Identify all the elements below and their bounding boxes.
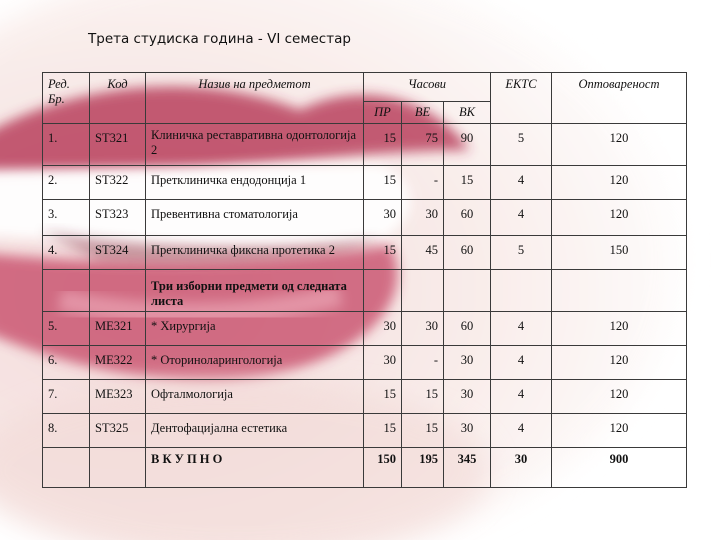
cell-total-hours: 15 [444,166,491,200]
cell-workload: 120 [552,346,687,380]
table-row [43,236,687,270]
cell-course-name: Клиничка реставративна одонтологија 2 [146,124,364,166]
table-row [43,166,687,200]
cell-number: 2. [43,166,90,200]
header-exercises: ВЕ [402,102,444,124]
cell-workload: 120 [552,414,687,448]
header-code: Код [90,73,146,124]
cell-number: 7. [43,380,90,414]
cell-workload: 120 [552,166,687,200]
total-label: В К У П Н О [146,448,364,488]
header-hours: Часови [364,73,491,102]
cell-ects: 5 [491,124,552,166]
elective-note-row [43,270,687,312]
cell-empty [364,270,402,312]
cell-number: 1. [43,124,90,166]
cell-exercises: 45 [402,236,444,270]
cell-code: ST324 [90,236,146,270]
cell-lectures: 15 [364,414,402,448]
cell-ects: 4 [491,200,552,236]
cell-code: ME321 [90,312,146,346]
cell-ects: 5 [491,236,552,270]
cell-course-name: Превентивна стоматологија [146,200,364,236]
cell-code: ST321 [90,124,146,166]
cell-empty [90,270,146,312]
cell-lectures: 30 [364,346,402,380]
cell-total-hours: 60 [444,312,491,346]
cell-exercises: 30 [402,200,444,236]
cell-course-name: * Хирургија [146,312,364,346]
total-lectures: 150 [364,448,402,488]
table-row [43,124,687,166]
cell-workload: 120 [552,312,687,346]
cell-lectures: 30 [364,312,402,346]
cell-number: 6. [43,346,90,380]
cell-empty [552,270,687,312]
total-ects: 30 [491,448,552,488]
cell-code: ME323 [90,380,146,414]
cell-exercises: 30 [402,312,444,346]
cell-number: 8. [43,414,90,448]
cell-total-hours: 90 [444,124,491,166]
cell-ects: 4 [491,414,552,448]
cell-ects: 4 [491,380,552,414]
cell-empty [43,448,90,488]
table-row [43,414,687,448]
cell-ects: 4 [491,312,552,346]
total-workload: 900 [552,448,687,488]
table-row [43,312,687,346]
curriculum-table [42,72,687,488]
cell-lectures: 30 [364,200,402,236]
cell-course-name: Дентофацијална естетика [146,414,364,448]
cell-code: ST323 [90,200,146,236]
cell-lectures: 15 [364,380,402,414]
page-title: Трета студиска година - VI семестар [88,31,351,47]
header-ects: ЕКТС [491,73,552,124]
cell-course-name: Претклиничка фиксна протетика 2 [146,236,364,270]
header-number: Ред. Бр. [43,73,90,124]
table-row [43,200,687,236]
header-course-name: Назив на предметот [146,73,364,124]
cell-empty [402,270,444,312]
cell-workload: 120 [552,124,687,166]
cell-exercises: 15 [402,414,444,448]
cell-workload: 120 [552,200,687,236]
cell-lectures: 15 [364,166,402,200]
header-workload: Оптовареност [552,73,687,124]
cell-lectures: 15 [364,236,402,270]
table-row [43,346,687,380]
header-total-hours: ВК [444,102,491,124]
cell-code: ST325 [90,414,146,448]
cell-number: 3. [43,200,90,236]
cell-workload: 150 [552,236,687,270]
cell-empty [90,448,146,488]
total-hours: 345 [444,448,491,488]
cell-total-hours: 30 [444,346,491,380]
cell-empty [491,270,552,312]
cell-exercises: - [402,346,444,380]
header-lectures: ПР [364,102,402,124]
cell-course-name: * Оториноларингологија [146,346,364,380]
cell-ects: 4 [491,166,552,200]
cell-exercises: 75 [402,124,444,166]
cell-course-name: Офталмологија [146,380,364,414]
cell-number: 5. [43,312,90,346]
cell-code: ME322 [90,346,146,380]
cell-total-hours: 30 [444,380,491,414]
cell-exercises: 15 [402,380,444,414]
cell-total-hours: 30 [444,414,491,448]
cell-workload: 120 [552,380,687,414]
cell-exercises: - [402,166,444,200]
elective-note: Три изборни предмети од следната листа [146,270,364,312]
cell-empty [43,270,90,312]
cell-number: 4. [43,236,90,270]
table-header-row [43,73,687,102]
cell-empty [444,270,491,312]
total-row [43,448,687,488]
total-exercises: 195 [402,448,444,488]
cell-total-hours: 60 [444,200,491,236]
table-row [43,380,687,414]
cell-lectures: 15 [364,124,402,166]
cell-course-name: Претклиничка ендодонција 1 [146,166,364,200]
cell-code: ST322 [90,166,146,200]
cell-total-hours: 60 [444,236,491,270]
cell-ects: 4 [491,346,552,380]
